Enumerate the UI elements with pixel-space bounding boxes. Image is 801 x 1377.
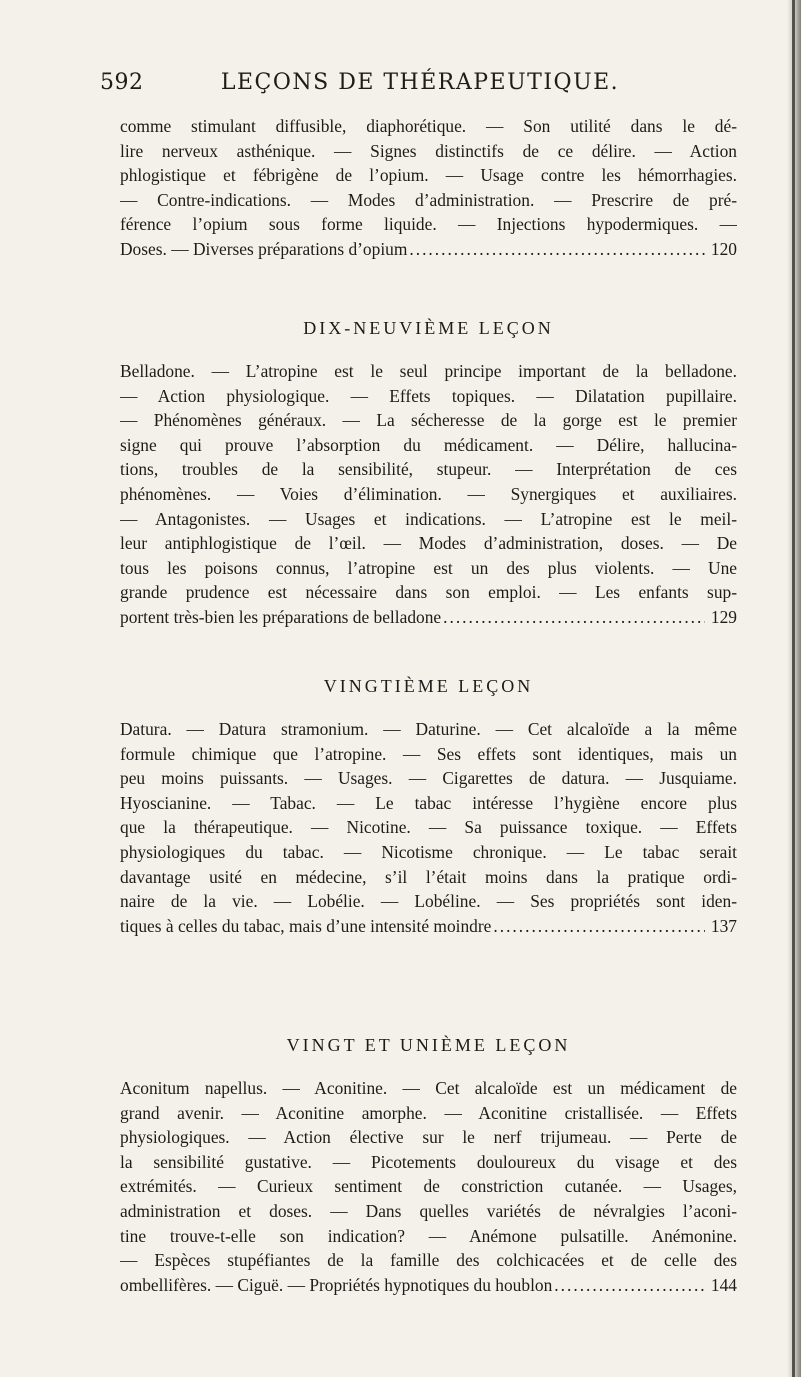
page-reference: 129 <box>710 606 737 627</box>
summary-last-line <box>120 237 737 262</box>
lesson-summary <box>120 114 737 262</box>
summary-line: tions, troubles de la sensibilité, stupeur. — Interprétation de ces <box>120 459 737 480</box>
summary-line: lire nerveux asthénique. — Signes distinctifs de ce délire. — Action <box>120 140 737 161</box>
dot-leader <box>409 237 705 262</box>
summary-line: naire de la vie. — Lobélie. — Lobéline. — Ses propriétés sont iden- <box>120 891 737 912</box>
summary-line: formule chimique que l’atropine. — Ses effets sont identiques, mais un <box>120 743 737 764</box>
summary-line: leur antiphlogistique de l’œil. — Modes d’administration, doses. — De <box>120 533 737 554</box>
dot-leader <box>443 605 705 630</box>
lesson-summary <box>120 717 737 938</box>
summary-last-line <box>120 605 737 630</box>
lesson-19 <box>120 318 737 630</box>
dot-leader <box>493 914 705 939</box>
lesson-summary <box>120 359 737 630</box>
summary-line: grande prudence est nécessaire dans son emploi. — Les enfants sup- <box>120 582 737 603</box>
summary-line: grand avenir. — Aconitine amorphe. — Aconitine cristallisée. — Effets <box>120 1102 737 1123</box>
lesson-18-continuation <box>120 114 737 262</box>
summary-line: — Antagonistes. — Usages et indications. — L’atropine est le meil- <box>120 508 737 529</box>
summary-line: la sensibilité gustative. — Picotements douloureux du visage et des <box>120 1151 737 1172</box>
summary-line: tine trouve-t-elle son indication? — Anémone pulsatille. Anémonine. <box>120 1225 737 1246</box>
lesson-21 <box>120 1035 737 1297</box>
lesson-20 <box>120 676 737 938</box>
summary-line: Aconitum napellus. — Aconitine. — Cet alcaloïde est un médicament de <box>120 1078 737 1098</box>
summary-last-line <box>120 914 737 939</box>
page-reference: 137 <box>710 915 737 936</box>
summary-line: Datura. — Datura stramonium. — Daturine. — Cet alcaloïde a la même <box>120 719 737 739</box>
summary-line: que la thérapeutique. — Nicotine. — Sa puissance toxique. — Effets <box>120 817 737 838</box>
summary-line: phlogistique et fébrigène de l’opium. — Usage contre les hémorrhagies. <box>120 165 737 186</box>
lesson-title: DIX-NEUVIÈME LEÇON <box>303 318 554 338</box>
summary-line: Hyoscianine. — Tabac. — Le tabac intéresse l’hygiène encore plus <box>120 792 737 813</box>
summary-line: — Action physiologique. — Effets topiques. — Dilatation pupillaire. <box>120 385 737 406</box>
page-edge-line <box>792 0 795 1377</box>
summary-line: férence l’opium sous forme liquide. — Injections hypodermiques. — <box>120 214 737 235</box>
summary-line: Belladone. — L’atropine est le seul principe important de la belladone. <box>120 361 737 381</box>
summary-line-text: portent très-bien les préparations de belladone <box>120 606 442 627</box>
summary-line: administration et doses. — Dans quelles variétés de névralgies l’aconi- <box>120 1200 737 1221</box>
page-number: 592 <box>100 70 144 95</box>
page-header <box>100 70 740 104</box>
summary-line: physiologiques. — Action élective sur le nerf trijumeau. — Perte de <box>120 1127 737 1148</box>
lesson-title: VINGT ET UNIÈME LEÇON <box>286 1035 571 1055</box>
page-reference: 144 <box>710 1274 737 1295</box>
summary-line: — Contre-indications. — Modes d’administration. — Prescrire de pré- <box>120 189 737 210</box>
summary-line: comme stimulant diffusible, diaphorétique. — Son utilité dans le dé- <box>120 116 737 136</box>
summary-line: — Phénomènes généraux. — La sécheresse de la gorge est le premier <box>120 410 737 431</box>
summary-line: peu moins puissants. — Usages. — Cigarettes de datura. — Jusquiame. <box>120 768 737 789</box>
summary-last-line <box>120 1273 737 1298</box>
summary-line: davantage usité en médecine, s’il l’était moins dans la pratique ordi- <box>120 866 737 887</box>
summary-line-text: tiques à celles du tabac, mais d’une intensité moindre <box>120 915 492 936</box>
lesson-summary <box>120 1076 737 1297</box>
summary-line: — Espèces stupéfiantes de la famille des colchicacées et de celle des <box>120 1250 737 1271</box>
summary-line-text: ombellifères. — Ciguë. — Propriétés hypnotiques du houblon <box>120 1274 553 1295</box>
lesson-title: VINGTIÈME LEÇON <box>323 676 534 696</box>
summary-line: phénomènes. — Voies d’élimination. — Synergiques et auxiliaires. <box>120 483 737 504</box>
page-reference: 120 <box>710 238 737 259</box>
summary-line: tous les poisons connus, l’atropine est un des plus violents. — Une <box>120 557 737 578</box>
summary-line: extrémités. — Curieux sentiment de constriction cutanée. — Usages, <box>120 1176 737 1197</box>
summary-line-text: Doses. — Diverses préparations d’opium <box>120 238 408 259</box>
summary-line: physiologiques du tabac. — Nicotisme chronique. — Le tabac serait <box>120 841 737 862</box>
running-title: LEÇONS DE THÉRAPEUTIQUE. <box>220 70 620 95</box>
summary-line: signe qui prouve l’absorption du médicament. — Délire, hallucina- <box>120 434 737 455</box>
dot-leader <box>554 1273 705 1298</box>
